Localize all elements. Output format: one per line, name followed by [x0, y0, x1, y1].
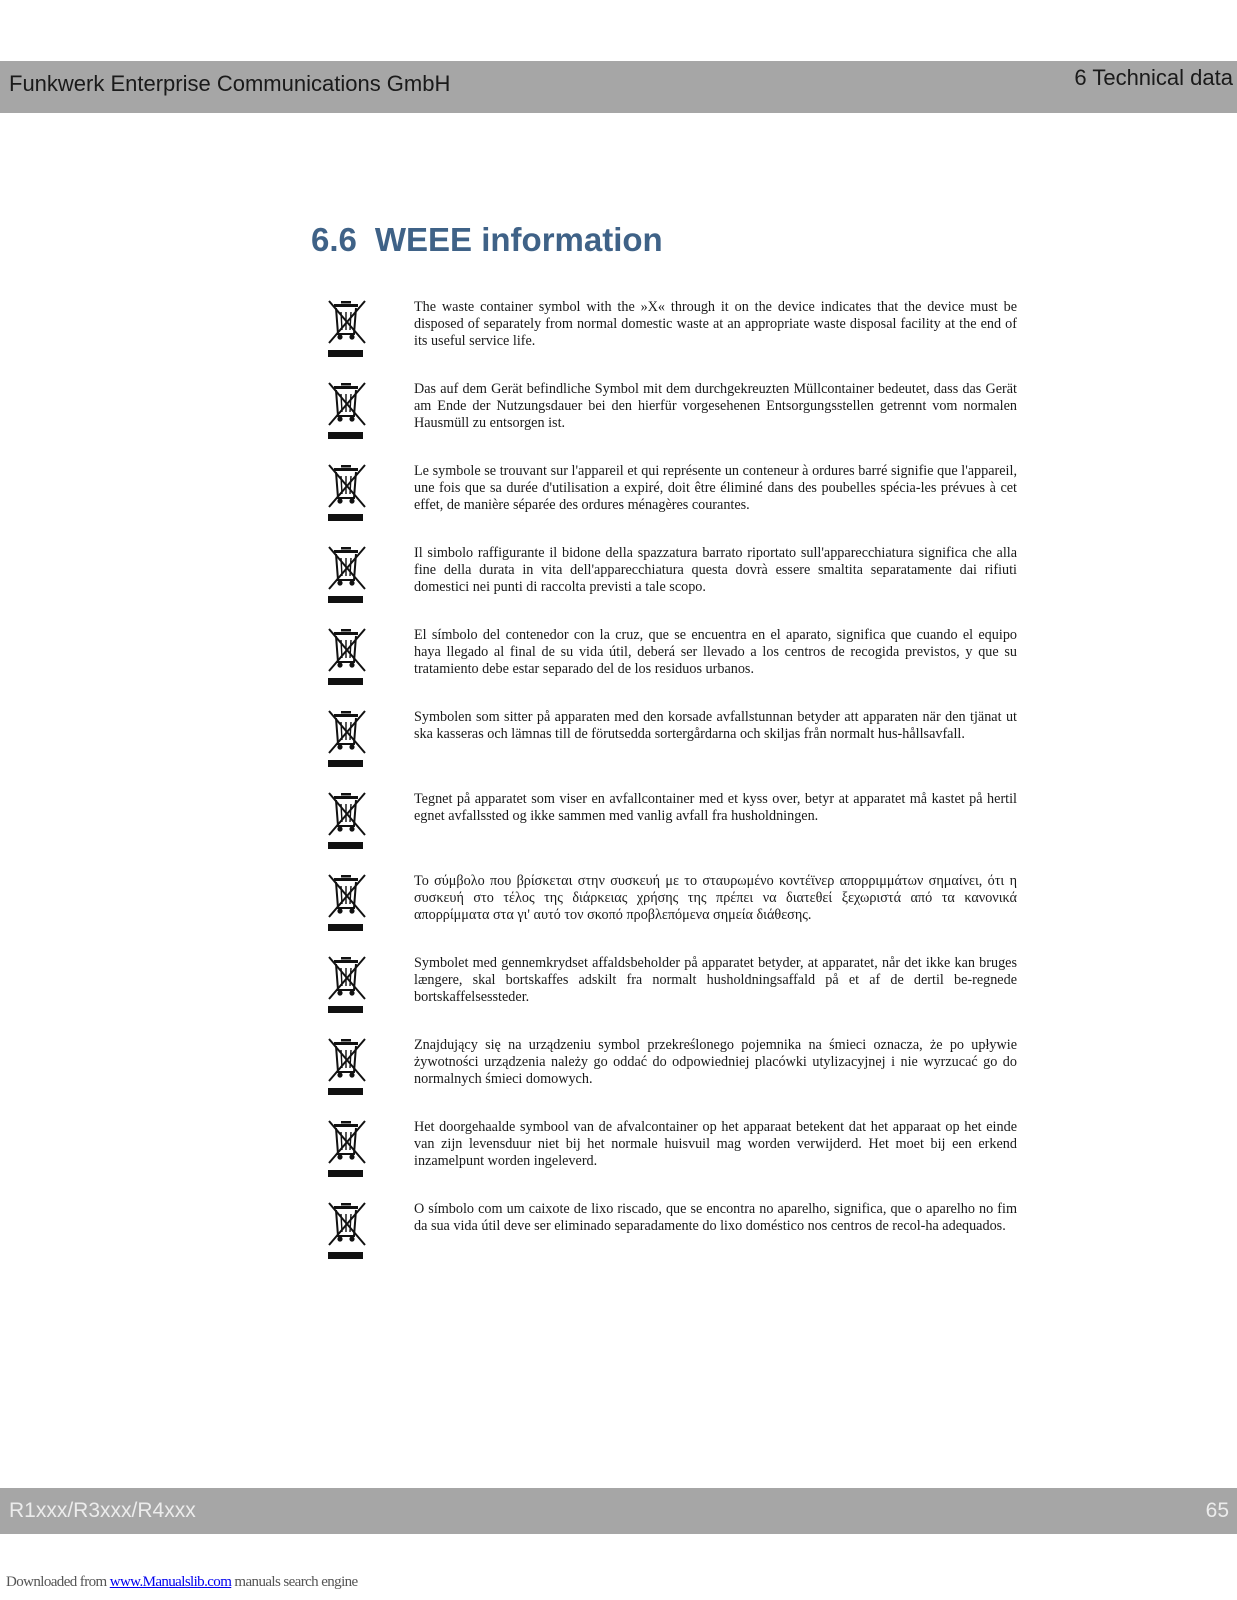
company-name: Funkwerk Enterprise Communications GmbH — [9, 71, 451, 96]
model-numbers: R1xxx/R3xxx/R4xxx — [9, 1499, 196, 1522]
manualslib-link[interactable]: www.Manualslib.com — [109, 1574, 232, 1590]
weee-item-4 — [325, 545, 1015, 627]
crossed-out-wheelie-bin-icon — [327, 463, 367, 525]
weee-text: Το σύμβολο που βρίσκεται στην συσκευή με το σταυρωμένο κοντέϊνερ απορριμμάτων σημαίνει, ότι η συσκευή στο τέλος της διάρκειας χρήσης της πρέπει να διατεθεί ξεχωριστά από τα κανονικά απορρίμματα στα γι' αυτό τον σκοπό προβλεπόμενα σημεία διάθεσης. — [414, 873, 1017, 923]
crossed-out-wheelie-bin-icon — [327, 1119, 367, 1181]
weee-text: Das auf dem Gerät befindliche Symbol mit dem durchgekreuzten Müllcontainer bedeutet, dass das Gerät am Ende der Nutzungsdauer bei den hierfür vorgesehenen Entsorgungsstellen getrennt vom normalen Hausmüll zu entsorgen ist. — [414, 381, 1017, 431]
crossed-out-wheelie-bin-icon — [327, 1037, 367, 1099]
crossed-out-wheelie-bin-icon — [327, 709, 367, 771]
weee-item-5 — [325, 627, 1015, 709]
crossed-out-wheelie-bin-icon — [327, 627, 367, 689]
crossed-out-wheelie-bin-icon — [327, 791, 367, 853]
page-header — [0, 61, 1237, 113]
crossed-out-wheelie-bin-icon — [327, 1201, 367, 1263]
weee-item-9 — [325, 955, 1015, 1037]
weee-item-8 — [325, 873, 1015, 955]
weee-item-1 — [325, 299, 1015, 381]
download-suffix: manuals search engine — [231, 1574, 358, 1590]
weee-item-12 — [325, 1201, 1015, 1283]
weee-text: Symbolen som sitter på apparaten med den korsade avfallstunnan betyder att apparaten när den tjänat ut ska kasseras och lämnas till de förutsedda sortergårdarna och skiljas från normalt hus-hållsavfall. — [414, 709, 1017, 742]
download-notice — [6, 1574, 358, 1591]
weee-text: Tegnet på apparatet som viser en avfallcontainer med et kyss over, betyr at apparatet må kastet på hertil egnet avfallssted og ikke sammen med vanlig avfall fra husholdningen. — [414, 791, 1017, 824]
crossed-out-wheelie-bin-icon — [327, 545, 367, 607]
chapter-title: 6 Technical data — [1074, 65, 1233, 90]
weee-text: Il simbolo raffigurante il bidone della spazzatura barrato riportato sull'apparecchiatura significa che alla fine della durata in vita dell'apparecchiatura questa dovrà essere smaltita separatamente dai rifiuti domestici nei punti di raccolta previsti a tale scopo. — [414, 545, 1017, 595]
crossed-out-wheelie-bin-icon — [327, 873, 367, 935]
section-heading — [311, 221, 663, 259]
page-number: 65 — [1205, 1499, 1229, 1522]
weee-text: Le symbole se trouvant sur l'appareil et qui représente un conteneur à ordures barré signifie que l'appareil, une fois que sa durée d'utilisation a expiré, doit être éliminé dans des poubelles spécia-les prévues à cet effet, de manière séparée des ordures ménagères courantes. — [414, 463, 1017, 513]
weee-item-6 — [325, 709, 1015, 791]
section-title: WEEE information — [374, 221, 663, 258]
weee-text: El símbolo del contenedor con la cruz, que se encuentra en el aparato, significa que cuando el equipo haya llegado al final de su vida útil, deberá ser llevado a los centros de recogida previstos, y que su tratamiento debe estar separado del de los residuos urbanos. — [414, 627, 1017, 677]
page-footer — [0, 1488, 1237, 1534]
weee-item-7 — [325, 791, 1015, 873]
section-number: 6.6 — [311, 221, 357, 258]
weee-item-10 — [325, 1037, 1015, 1119]
weee-text: O símbolo com um caixote de lixo riscado, que se encontra no aparelho, significa, que o aparelho no fim da sua vida útil deve ser eliminado separadamente do lixo doméstico nos centros de recol-ha adequados. — [414, 1201, 1017, 1234]
crossed-out-wheelie-bin-icon — [327, 955, 367, 1017]
weee-item-3 — [325, 463, 1015, 545]
crossed-out-wheelie-bin-icon — [327, 299, 367, 361]
weee-text: The waste container symbol with the »X« through it on the device indicates that the device must be disposed of separately from normal domestic waste at an appropriate waste disposal facility at the end of its useful service life. — [414, 299, 1017, 349]
weee-text: Het doorgehaalde symbool van de afvalcontainer op het apparaat betekent dat het apparaat op het einde van zijn levensduur niet bij het normale huisvuil mag worden verwijderd. Het moet bij een erkend inzamelpunt worden ingeleverd. — [414, 1119, 1017, 1169]
weee-item-11 — [325, 1119, 1015, 1201]
weee-item-2 — [325, 381, 1015, 463]
crossed-out-wheelie-bin-icon — [327, 381, 367, 443]
download-prefix: Downloaded from — [6, 1574, 110, 1590]
weee-text: Znajdujący się na urządzeniu symbol przekreślonego pojemnika na śmieci oznacza, że po upływie żywotności urządzenia należy go oddać do odpowiedniej placówki utylizacyjnej i nie wyrzucać go do normalnych śmieci domowych. — [414, 1037, 1017, 1087]
weee-text: Symbolet med gennemkrydset affaldsbeholder på apparatet betyder, at apparatet, når det ikke kan bruges længere, skal bortskaffes adskilt fra normalt husholdningsaffald på et af de dertil be-regnede bortskaffelsessteder. — [414, 955, 1017, 1005]
